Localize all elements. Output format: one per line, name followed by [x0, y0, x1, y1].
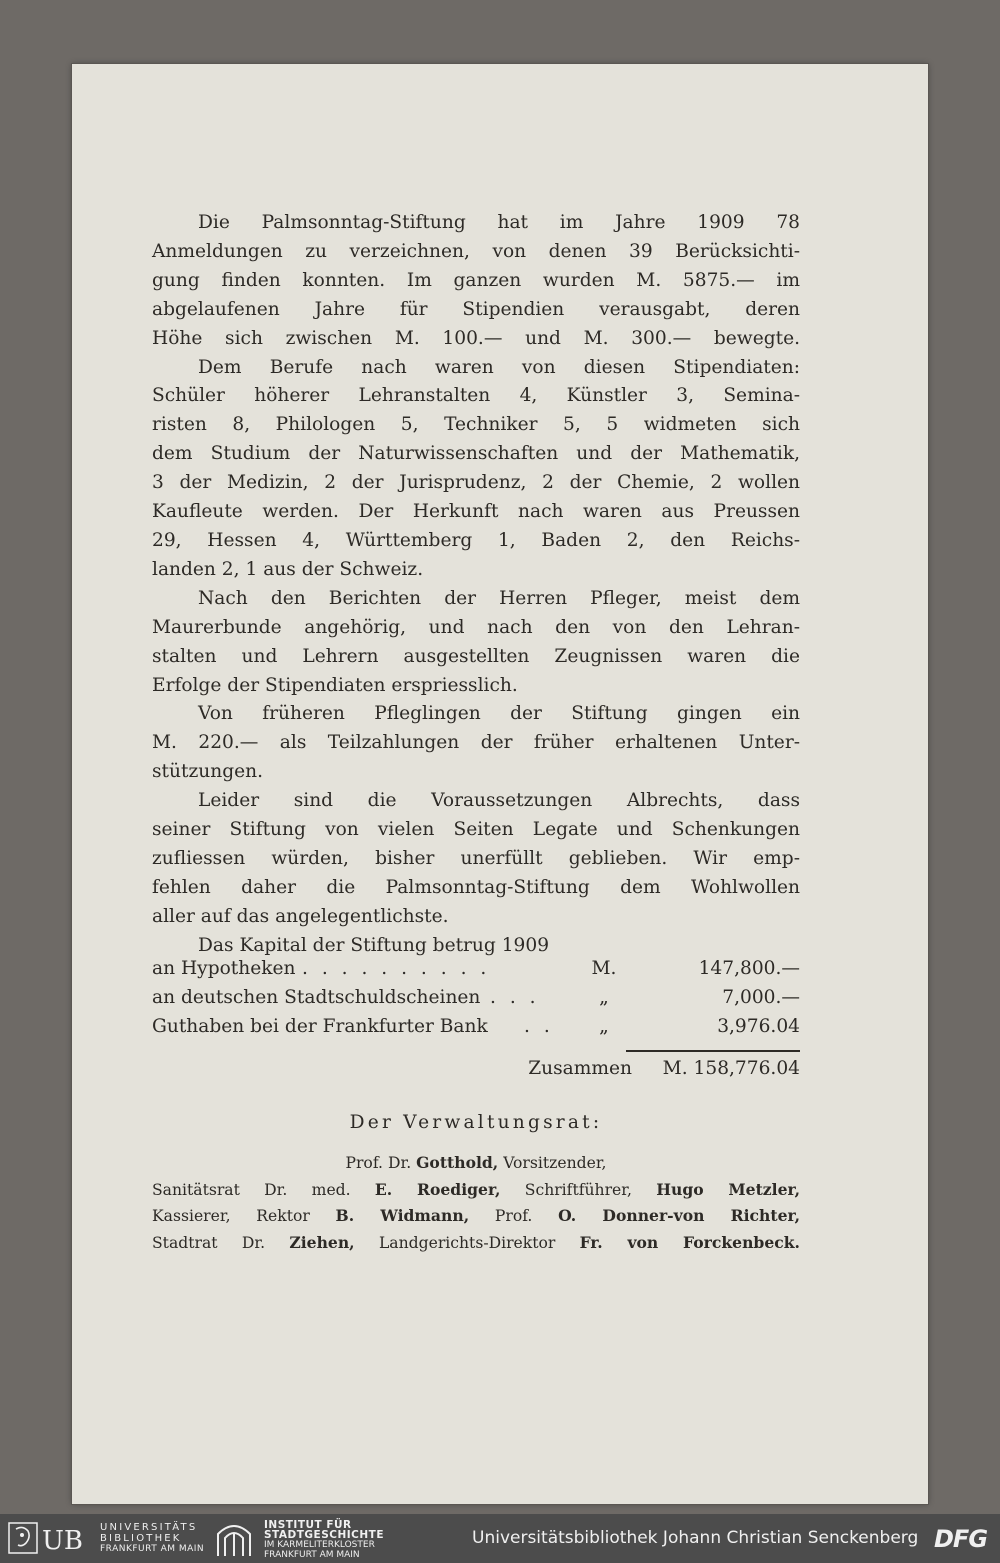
text-line: Die Palmsonntag-Stiftung hat im Jahre 1909 78	[198, 212, 800, 233]
ledger-label: an Hypotheken	[152, 958, 296, 979]
isg-line: INSTITUT FÜR	[264, 1519, 352, 1531]
member-name: O. Donner-von Richter,	[558, 1206, 800, 1225]
text-line: fehlen daher die Palmsonntag-Stiftung dem Wohlwollen	[152, 876, 800, 898]
footer-bar	[0, 1514, 1000, 1563]
council-members	[152, 1150, 800, 1256]
text-line: zufliessen würden, bisher unerfüllt geblieben. Wir emp-	[152, 847, 800, 869]
ub-line: UNIVERSITÄTS	[100, 1522, 198, 1533]
ledger-row	[152, 958, 800, 987]
text-line: stützungen.	[152, 761, 263, 783]
text-line: Nach den Berichten der Herren Pfleger, meist dem	[198, 587, 800, 609]
member-name: E. Roediger,	[374, 1179, 501, 1199]
text-line: stalten und Lehrern ausgestellten Zeugnissen waren die	[152, 645, 800, 667]
text-line: Dem Berufe nach waren von diesen Stipendiaten:	[198, 356, 800, 378]
text-line: Leider sind die Voraussetzungen Albrechts, dass	[198, 790, 800, 812]
isg-logo-icon[interactable]	[214, 1520, 254, 1558]
member-role: Schriftführer,	[500, 1180, 657, 1199]
text-line: Kaufleute werden. Der Herkunft nach waren aus Preussen	[152, 501, 800, 523]
ledger-total	[152, 1058, 800, 1087]
leader-dots: . . . . . . . . . .	[302, 958, 491, 979]
ledger-label: Guthaben bei der Frankfurter Bank	[152, 1016, 488, 1037]
ledger-label: an deutschen Stadtschuldscheinen	[152, 987, 481, 1008]
text-line: abgelaufenen Jahre für Stipendien verausgabt, deren	[152, 298, 800, 320]
council-heading: Der Verwaltungsrat:	[349, 1112, 603, 1133]
isg-name[interactable]	[264, 1520, 384, 1560]
member-name: Ziehen,	[289, 1232, 355, 1252]
currency-mark: „	[599, 987, 609, 1008]
capital-intro: Das Kapital der Stiftung betrug 1909	[198, 934, 550, 956]
member-line	[152, 1150, 800, 1177]
ledger-row	[152, 987, 800, 1016]
text-line: dem Studium der Naturwissenschaften und der Mathematik,	[152, 443, 800, 465]
text-line: aller auf das angelegentlichste.	[152, 905, 449, 927]
text-line: Maurerbunde angehörig, und nach den von den Lehran-	[152, 616, 800, 638]
member-name: Hugo Metzler,	[656, 1179, 801, 1199]
ledger-amount: 7,000.—	[722, 987, 800, 1008]
text-line: Schüler höherer Lehranstalten 4, Künstler 3, Semina-	[152, 385, 800, 407]
member-name: B. Widmann,	[335, 1206, 470, 1225]
text-line: gung finden konnten. Im ganzen wurden M. 5875.— im	[152, 269, 800, 291]
total-label: Zusammen	[528, 1058, 632, 1079]
currency-mark: „	[599, 1016, 609, 1037]
dfg-logo[interactable]: DFG	[934, 1525, 988, 1553]
ledger-row	[152, 1016, 800, 1045]
ub-line: FRANKFURT AM MAIN	[100, 1544, 205, 1554]
member-role: Prof. Dr.	[345, 1154, 417, 1172]
member-name: Fr. von Forckenbeck.	[579, 1232, 800, 1252]
text-line: Von früheren Pfleglingen der Stiftung gingen ein	[198, 703, 800, 725]
ub-logo-icon[interactable]	[8, 1521, 92, 1555]
ledger-amount: 3,976.04	[717, 1016, 800, 1037]
text-line: landen 2, 1 aus der Schweiz.	[152, 558, 424, 580]
capital-ledger	[152, 958, 800, 1045]
ub-line: BIBLIOTHEK	[100, 1533, 182, 1544]
isg-line: STADTGESCHICHTE	[264, 1529, 384, 1541]
ub-name[interactable]	[100, 1522, 204, 1555]
isg-line: FRANKFURT AM MAIN	[264, 1550, 360, 1560]
text-line: seiner Stiftung von vielen Seiten Legate und Schenkungen	[152, 819, 800, 841]
isg-line: IM KARMELITERKLOSTER	[264, 1540, 375, 1550]
text-line: 29, Hessen 4, Württemberg 1, Baden 2, den Reichs-	[152, 529, 800, 551]
member-line	[152, 1230, 800, 1257]
text-line: Anmeldungen zu verzeichnen, von denen 39 Berücksichti-	[152, 240, 800, 262]
total-amount: M. 158,776.04	[662, 1058, 800, 1079]
member-name: Gotthold,	[416, 1153, 499, 1172]
member-role: Kassierer, Rektor	[152, 1207, 336, 1225]
member-role: Prof.	[469, 1207, 559, 1225]
body-text	[152, 209, 800, 961]
leader-dots: . . .	[490, 987, 540, 1008]
text-line: Höhe sich zwischen M. 100.— und M. 300.— bewegte.	[152, 327, 800, 349]
ub-mark: UB	[42, 1526, 84, 1555]
member-role: Sanitätsrat Dr. med.	[152, 1180, 375, 1199]
member-role: Vorsitzender,	[498, 1154, 607, 1172]
text-line: Erfolge der Stipendiaten erspriesslich.	[152, 674, 518, 696]
text-line: M. 220.— als Teilzahlungen der früher erhaltenen Unter-	[152, 732, 800, 754]
text-line: 3 der Medizin, 2 der Jurisprudenz, 2 der Chemie, 2 wollen	[152, 472, 800, 494]
footer-title[interactable]: Universitätsbibliothek Johann Christian Senckenberg	[472, 1528, 919, 1548]
sum-rule	[626, 1050, 800, 1052]
text-line: risten 8, Philologen 5, Techniker 5, 5 widmeten sich	[152, 414, 800, 436]
member-line	[152, 1203, 800, 1230]
currency-mark: M.	[591, 958, 617, 979]
member-line	[152, 1177, 800, 1204]
member-role: Landgerichts-Direktor	[354, 1233, 580, 1252]
leader-dots: . .	[524, 1016, 554, 1037]
member-role: Stadtrat Dr.	[152, 1233, 290, 1252]
ledger-amount: 147,800.—	[698, 958, 800, 979]
